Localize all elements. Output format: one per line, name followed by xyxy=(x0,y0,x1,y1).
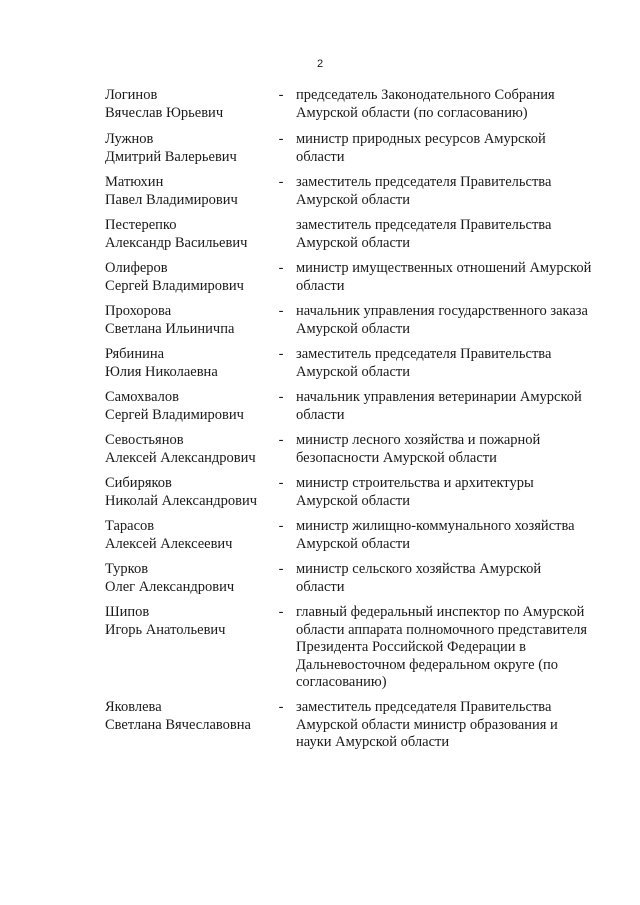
member-dash: - xyxy=(278,389,284,405)
member-role xyxy=(296,389,596,424)
member-role-line: министр сельского хозяйства Амурской xyxy=(296,561,542,577)
member-surname: Севостьянов xyxy=(105,432,184,448)
member-role-line: министр строительства и архитектуры xyxy=(296,475,534,491)
member-role xyxy=(296,604,596,692)
member-given-names: Александр Васильевич xyxy=(105,234,248,251)
member-dash: - xyxy=(278,346,284,362)
member-name xyxy=(105,303,275,338)
member-role xyxy=(296,131,596,166)
member-surname: Тарасов xyxy=(105,518,155,534)
member-surname: Пестерепко xyxy=(105,217,177,233)
member-role-line: Амурской области xyxy=(296,492,410,509)
member-given-names: Сергей Владимирович xyxy=(105,406,244,423)
member-surname: Рябинина xyxy=(105,346,165,362)
member-dash: - xyxy=(278,174,284,190)
member-dash: - xyxy=(278,475,284,491)
member-role-line: начальник управления государственного заказа xyxy=(296,303,588,319)
member-role-line: заместитель председателя Правительства xyxy=(296,346,552,362)
member-name xyxy=(105,217,275,252)
member-role-line: министр лесного хозяйства и пожарной xyxy=(296,432,541,448)
member-role-line: заместитель председателя Правительства xyxy=(296,699,552,715)
member-name xyxy=(105,346,275,381)
member-given-names: Сергей Владимирович xyxy=(105,277,244,294)
member-role xyxy=(296,432,596,467)
member-role-line: Амурской области xyxy=(296,234,410,251)
member-surname: Матюхин xyxy=(105,174,164,190)
member-role-line: министр жилищно-коммунального хозяйства xyxy=(296,518,575,534)
member-role-line: начальник управления ветеринарии Амурской xyxy=(296,389,582,405)
member-role xyxy=(296,518,596,553)
member-role-line: Амурской области xyxy=(296,363,410,380)
member-surname: Самохвалов xyxy=(105,389,179,405)
member-given-names: Светлана Ильиничпа xyxy=(105,320,235,337)
member-given-names: Вячеслав Юрьевич xyxy=(105,104,224,121)
member-role-line: безопасности Амурской области xyxy=(296,449,497,466)
member-given-names: Дмитрий Валерьевич xyxy=(105,148,237,165)
member-role-line: Амурской области xyxy=(296,191,410,208)
member-name xyxy=(105,389,275,424)
member-name xyxy=(105,432,275,467)
member-role-line: области аппарата полномочного представителя xyxy=(296,621,588,638)
member-dash: - xyxy=(278,604,284,620)
member-role xyxy=(296,303,596,338)
member-role xyxy=(296,87,596,122)
member-role-line: области xyxy=(296,406,345,423)
member-role-line: Амурской области xyxy=(296,535,410,552)
member-role-line: председатель Законодательного Собрания xyxy=(296,87,555,103)
member-dash: - xyxy=(278,518,284,534)
member-name xyxy=(105,260,275,295)
member-role-line: Амурской области xyxy=(296,320,410,337)
member-given-names: Алексей Алексеевич xyxy=(105,535,233,552)
member-role-line: Амурской области (по согласованию) xyxy=(296,104,528,121)
member-surname: Шипов xyxy=(105,604,150,620)
member-role xyxy=(296,174,596,209)
member-name xyxy=(105,475,275,510)
member-role xyxy=(296,699,596,752)
member-role-line: Дальневосточном федеральном округе (по xyxy=(296,656,559,673)
member-name xyxy=(105,174,275,209)
member-name xyxy=(105,131,275,166)
member-role-line: заместитель председателя Правительства xyxy=(296,174,552,190)
member-dash: - xyxy=(278,432,284,448)
member-surname: Олиферов xyxy=(105,260,168,276)
member-given-names: Игорь Анатольевич xyxy=(105,621,226,638)
member-surname: Логинов xyxy=(105,87,158,103)
member-surname: Лужнов xyxy=(105,131,154,147)
member-name xyxy=(105,699,275,734)
member-surname: Прохорова xyxy=(105,303,172,319)
member-role-line: министр имущественных отношений Амурской xyxy=(296,260,592,276)
member-role xyxy=(296,217,596,252)
member-role xyxy=(296,475,596,510)
member-dash: - xyxy=(278,260,284,276)
member-surname: Яковлева xyxy=(105,699,162,715)
member-role-line: области xyxy=(296,578,345,595)
member-role-line: Президента Российской Федерации в xyxy=(296,639,527,655)
member-role-line: области xyxy=(296,148,345,165)
member-given-names: Юлия Николаевна xyxy=(105,363,218,380)
member-dash: - xyxy=(278,699,284,715)
member-role xyxy=(296,260,596,295)
member-dash: - xyxy=(278,87,284,103)
member-surname: Турков xyxy=(105,561,149,577)
member-role-line: Амурской области министр образования и xyxy=(296,716,558,733)
member-given-names: Алексей Александрович xyxy=(105,449,256,466)
member-name xyxy=(105,561,275,596)
member-given-names: Олег Александрович xyxy=(105,578,235,595)
member-given-names: Павел Владимирович xyxy=(105,191,238,208)
member-role-line: согласованию) xyxy=(296,674,387,690)
member-dash: - xyxy=(278,303,284,319)
member-given-names: Светлана Вячеславовна xyxy=(105,716,251,733)
member-dash: - xyxy=(278,131,284,147)
member-role xyxy=(296,346,596,381)
member-role-line: науки Амурской области xyxy=(296,734,450,750)
member-given-names: Николай Александрович xyxy=(105,492,258,509)
member-name xyxy=(105,604,275,639)
member-dash: - xyxy=(278,561,284,577)
member-name xyxy=(105,518,275,553)
member-surname: Сибиряков xyxy=(105,475,172,491)
page-number: 2 xyxy=(316,58,324,70)
member-role-line: заместитель председателя Правительства xyxy=(296,217,552,233)
member-role-line: главный федеральный инспектор по Амурской xyxy=(296,604,585,620)
member-role xyxy=(296,561,596,596)
member-role-line: области xyxy=(296,277,345,294)
member-role-line: министр природных ресурсов Амурской xyxy=(296,131,546,147)
member-name xyxy=(105,87,275,122)
